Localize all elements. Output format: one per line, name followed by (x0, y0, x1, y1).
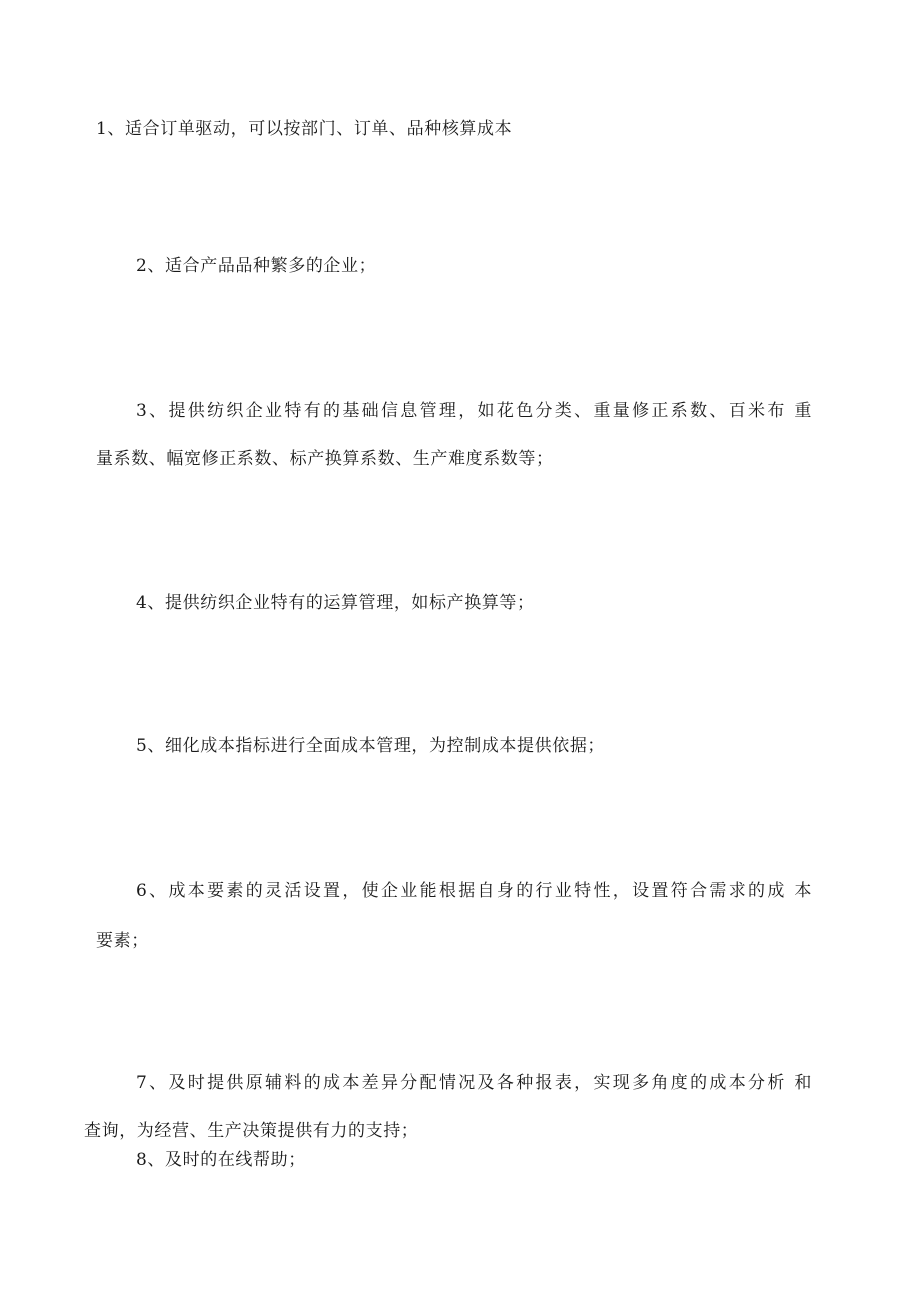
item-2-line-1: 2、适合产品品种繁多的企业； (136, 256, 377, 276)
item-3-line-2: 量系数、幅宽修正系数、标产换算系数、生产难度系数等； (96, 449, 554, 469)
item-7-line-2: 查询，为经营、生产决策提供有力的支持； (84, 1121, 419, 1141)
item-5-line-1: 5、细化成本指标进行全面成本管理，为控制成本提供依据； (136, 736, 606, 756)
item-7-line-1: 7、及时提供原辅料的成本差异分配情况及各种报表，实现多角度的成本分析 和 (136, 1073, 812, 1093)
item-3-line-1: 3、提供纺织企业特有的基础信息管理，如花色分类、重量修正系数、百米布 重 (136, 401, 812, 421)
item-6-line-1: 6、成本要素的灵活设置，使企业能根据自身的行业特性，设置符合需求的成 本 (136, 881, 812, 901)
item-6-line-2: 要素； (96, 931, 149, 951)
item-1-line-1: 1、适合订单驱动，可以按部门、订单、品种核算成本 (96, 119, 513, 139)
item-8-line-1: 8、及时的在线帮助； (136, 1150, 306, 1170)
item-4-line-1: 4、提供纺织企业特有的运算管理，如标产换算等； (136, 593, 535, 613)
